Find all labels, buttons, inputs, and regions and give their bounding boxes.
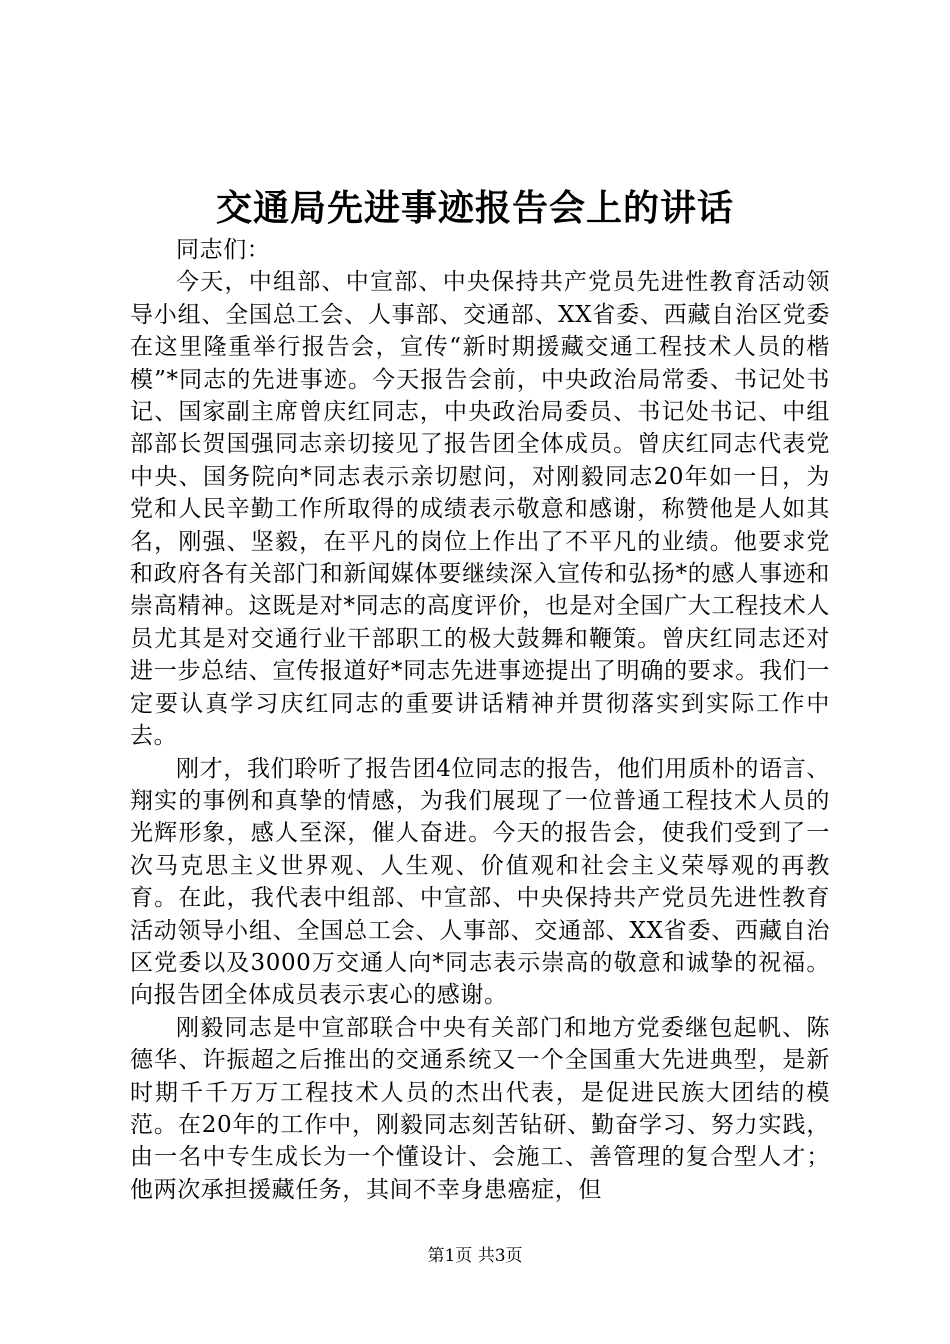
document-body	[130, 234, 830, 1206]
paragraph: 刚才，我们聆听了报告团4位同志的报告，他们用质朴的语言、翔实的事例和真挚的情感，为我们展现了一位普通工程技术人员的光辉形象，感人至深，催人奋进。今天的报告会，使我们受到了一次马克思主义世界观、人生观、价值观和社会主义荣辱观的再教育。在此，我代表中组部、中宣部、中央保持共产党员先进性教育活动领导小组、全国总工会、人事部、交通部、XX省委、西藏自治区党委以及3000万交通人向*同志表示崇高的敬意和诚挚的祝福。向报告团全体成员表示衷心的感谢。	[130, 755, 830, 1009]
salutation: 同志们：	[176, 237, 271, 263]
paragraph: 刚毅同志是中宣部联合中央有关部门和地方党委继包起帆、陈德华、许振超之后推出的交通系统又一个全国重大先进典型，是新时期千千万万工程技术人员的杰出代表，是促进民族大团结的模范。在20年的工作中，刚毅同志刻苦钻研、勤奋学习、努力实践，由一名中专生成长为一个懂设计、会施工、善管理的复合型人才；他两次承担援藏任务，其间不幸身患癌症，但	[130, 1014, 830, 1203]
paragraph: 今天，中组部、中宣部、中央保持共产党员先进性教育活动领导小组、全国总工会、人事部、交通部、XX省委、西藏自治区党委在这里隆重举行报告会，宣传“新时期援藏交通工程技术人员的楷模”*同志的先进事迹。今天报告会前，中央政治局常委、书记处书记、国家副主席曾庆红同志，中央政治局委员、书记处书记、中组部部长贺国强同志亲切接见了报告团全体成员。曾庆红同志代表党中央、国务院向*同志表示亲切慰问，对刚毅同志20年如一日，为党和人民辛勤工作所取得的成绩表示敬意和感谢，称赞他是人如其名，刚强、坚毅，在平凡的岗位上作出了不平凡的业绩。他要求党和政府各有关部门和新闻媒体要继续深入宣传和弘扬*的感人事迹和崇高精神。这既是对*同志的高度评价，也是对全国广大工程技术人员尤其是对交通行业干部职工的极大鼓舞和鞭策。曾庆红同志还对进一步总结、宣传报道好*同志先进事迹提出了明确的要求。我们一定要认真学习庆红同志的重要讲话精神并贯彻落实到实际工作中去。	[130, 269, 830, 750]
document-title: 交通局先进事迹报告会上的讲话	[215, 187, 734, 229]
page-number-footer: 第1页 共3页	[427, 1246, 523, 1266]
